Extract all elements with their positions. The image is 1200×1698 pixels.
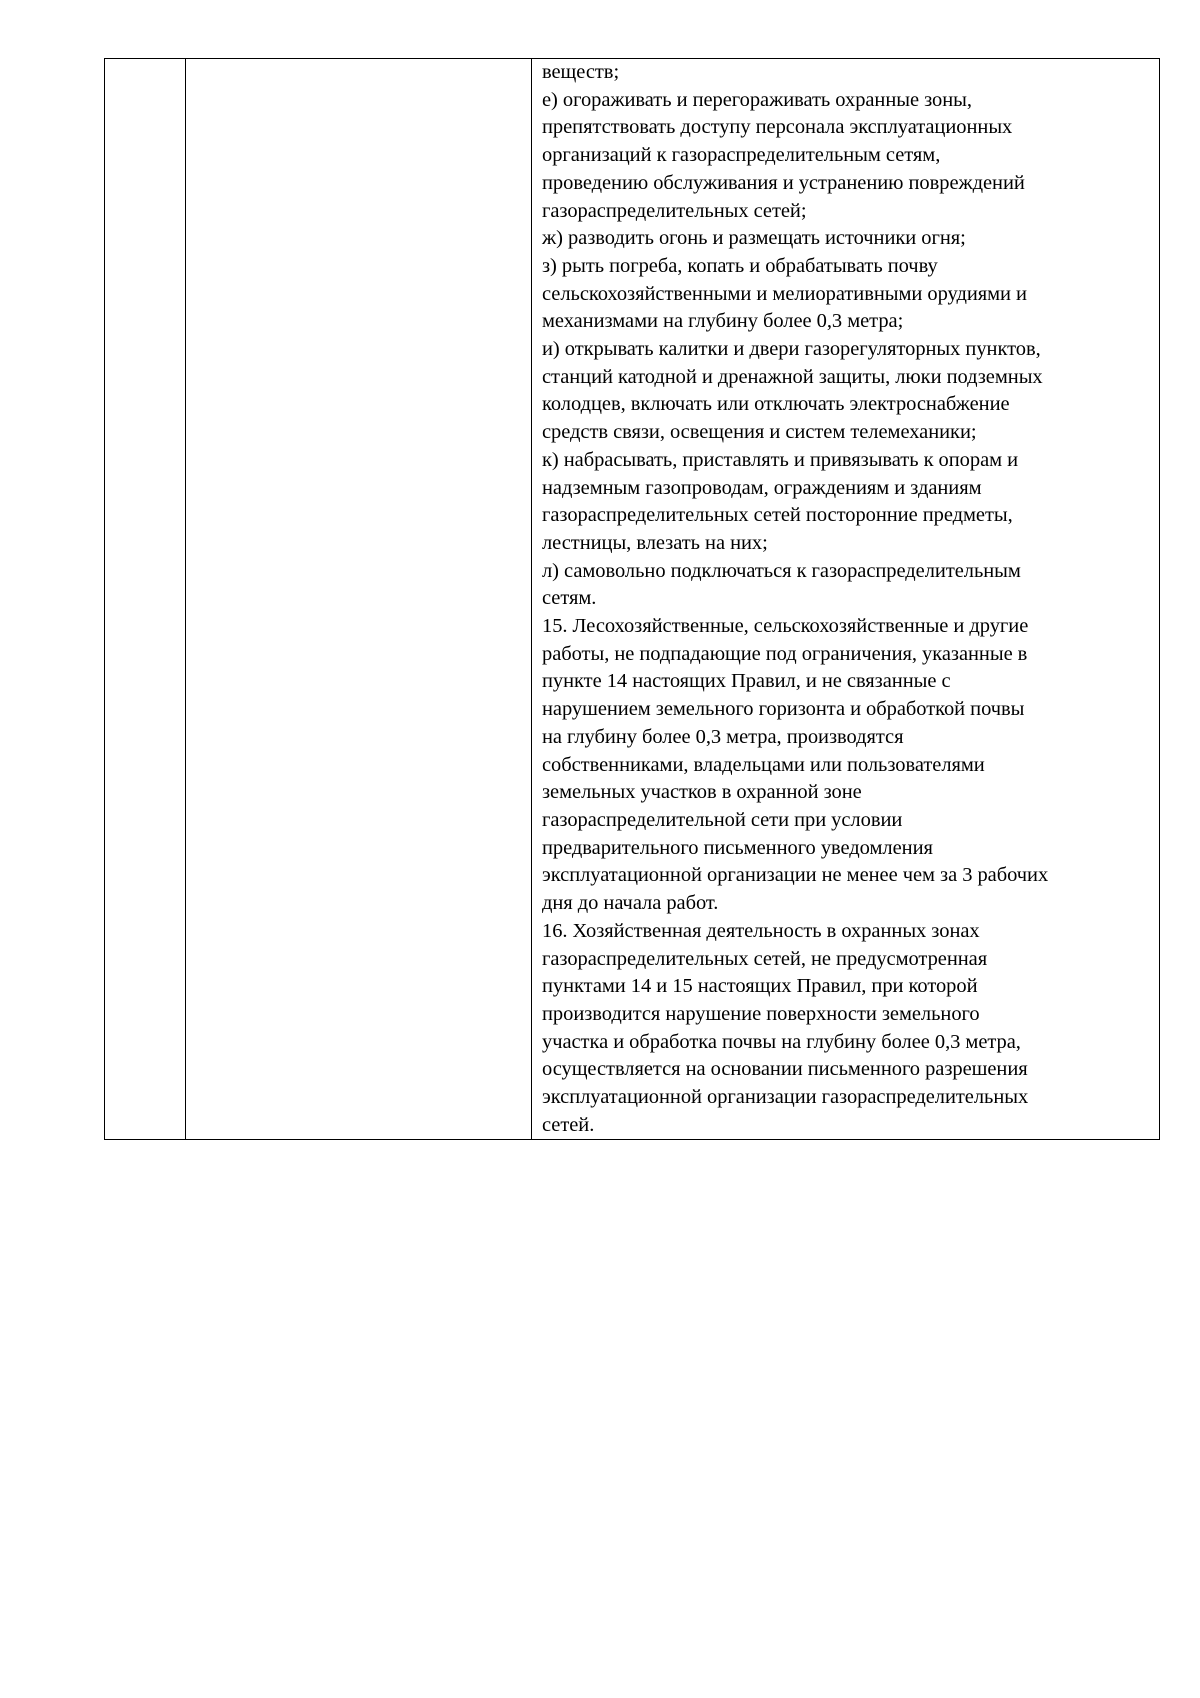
content-line: з) рыть погреба, копать и обрабатывать почву [542,254,938,277]
content-line: предварительного письменного уведомления [542,836,933,859]
content-line: работы, не подпадающие под ограничения, указанные в [542,642,1028,665]
content-line: ж) разводить огонь и размещать источники огня; [542,227,966,250]
content-line: осуществляется на основании письменного разрешения [542,1058,1028,1081]
content-line: дня до начала работ. [542,892,719,915]
table-cell-content [532,59,1160,1140]
content-line: земельных участков в охранной зоне [542,781,862,804]
content-line: газораспределительных сетей посторонние предметы, [542,504,1013,527]
content-line: 15. Лесохозяйственные, сельскохозяйственные и другие [542,615,1029,638]
table-row [105,59,1160,1140]
content-line: и) открывать калитки и двери газорегуляторных пунктов, [542,338,1041,361]
document-table [104,58,1160,1140]
content-line: газораспределительной сети при условии [542,808,903,831]
content-line: сетям. [542,587,597,610]
content-line: проведению обслуживания и устранению повреждений [542,171,1025,194]
content-line: участка и обработка почвы на глубину более 0,3 метра, [542,1030,1021,1053]
content-line: надземным газопроводам, ограждениям и зданиям [542,476,982,499]
content-line: веществ; [542,61,620,83]
content-line: станций катодной и дренажной защиты, люки подземных [542,365,1043,388]
content-line: 16. Хозяйственная деятельность в охранных зонах [542,919,980,942]
content-line: е) огораживать и перегораживать охранные зоны, [542,88,972,111]
content-line: механизмами на глубину более 0,3 метра; [542,310,904,333]
content-line: к) набрасывать, приставлять и привязывать к опорам и [542,448,1019,471]
content-line: на глубину более 0,3 метра, производятся [542,725,904,748]
content-line: собственниками, владельцами или пользователями [542,753,985,776]
content-line: нарушением земельного горизонта и обработкой почвы [542,698,1025,721]
content-line: газораспределительных сетей; [542,199,807,222]
content-line: эксплуатационной организации не менее чем за 3 рабочих [542,864,1049,887]
content-line: лестницы, влезать на них; [542,531,768,554]
content-line: эксплуатационной организации газораспределительных [542,1086,1029,1109]
content-line: организаций к газораспределительным сетям, [542,144,941,167]
content-line: колодцев, включать или отключать электроснабжение [542,393,1010,416]
table-cell-name [186,59,532,1140]
content-line: газораспределительных сетей, не предусмотренная [542,947,988,970]
content-line: л) самовольно подключаться к газораспределительным [542,559,1021,582]
content-line: сельскохозяйственными и мелиоративными орудиями и [542,282,1027,305]
content-line: средств связи, освещения и систем телемеханики; [542,421,977,444]
content-line: препятствовать доступу персонала эксплуатационных [542,116,1013,139]
table-cell-number [105,59,186,1140]
content-line: пункте 14 настоящих Правил, и не связанные с [542,670,951,693]
cell-content-text [532,59,1159,1139]
content-line: производится нарушение поверхности земельного [542,1002,980,1025]
content-line: сетей. [542,1113,595,1136]
content-line: пунктами 14 и 15 настоящих Правил, при которой [542,975,978,998]
